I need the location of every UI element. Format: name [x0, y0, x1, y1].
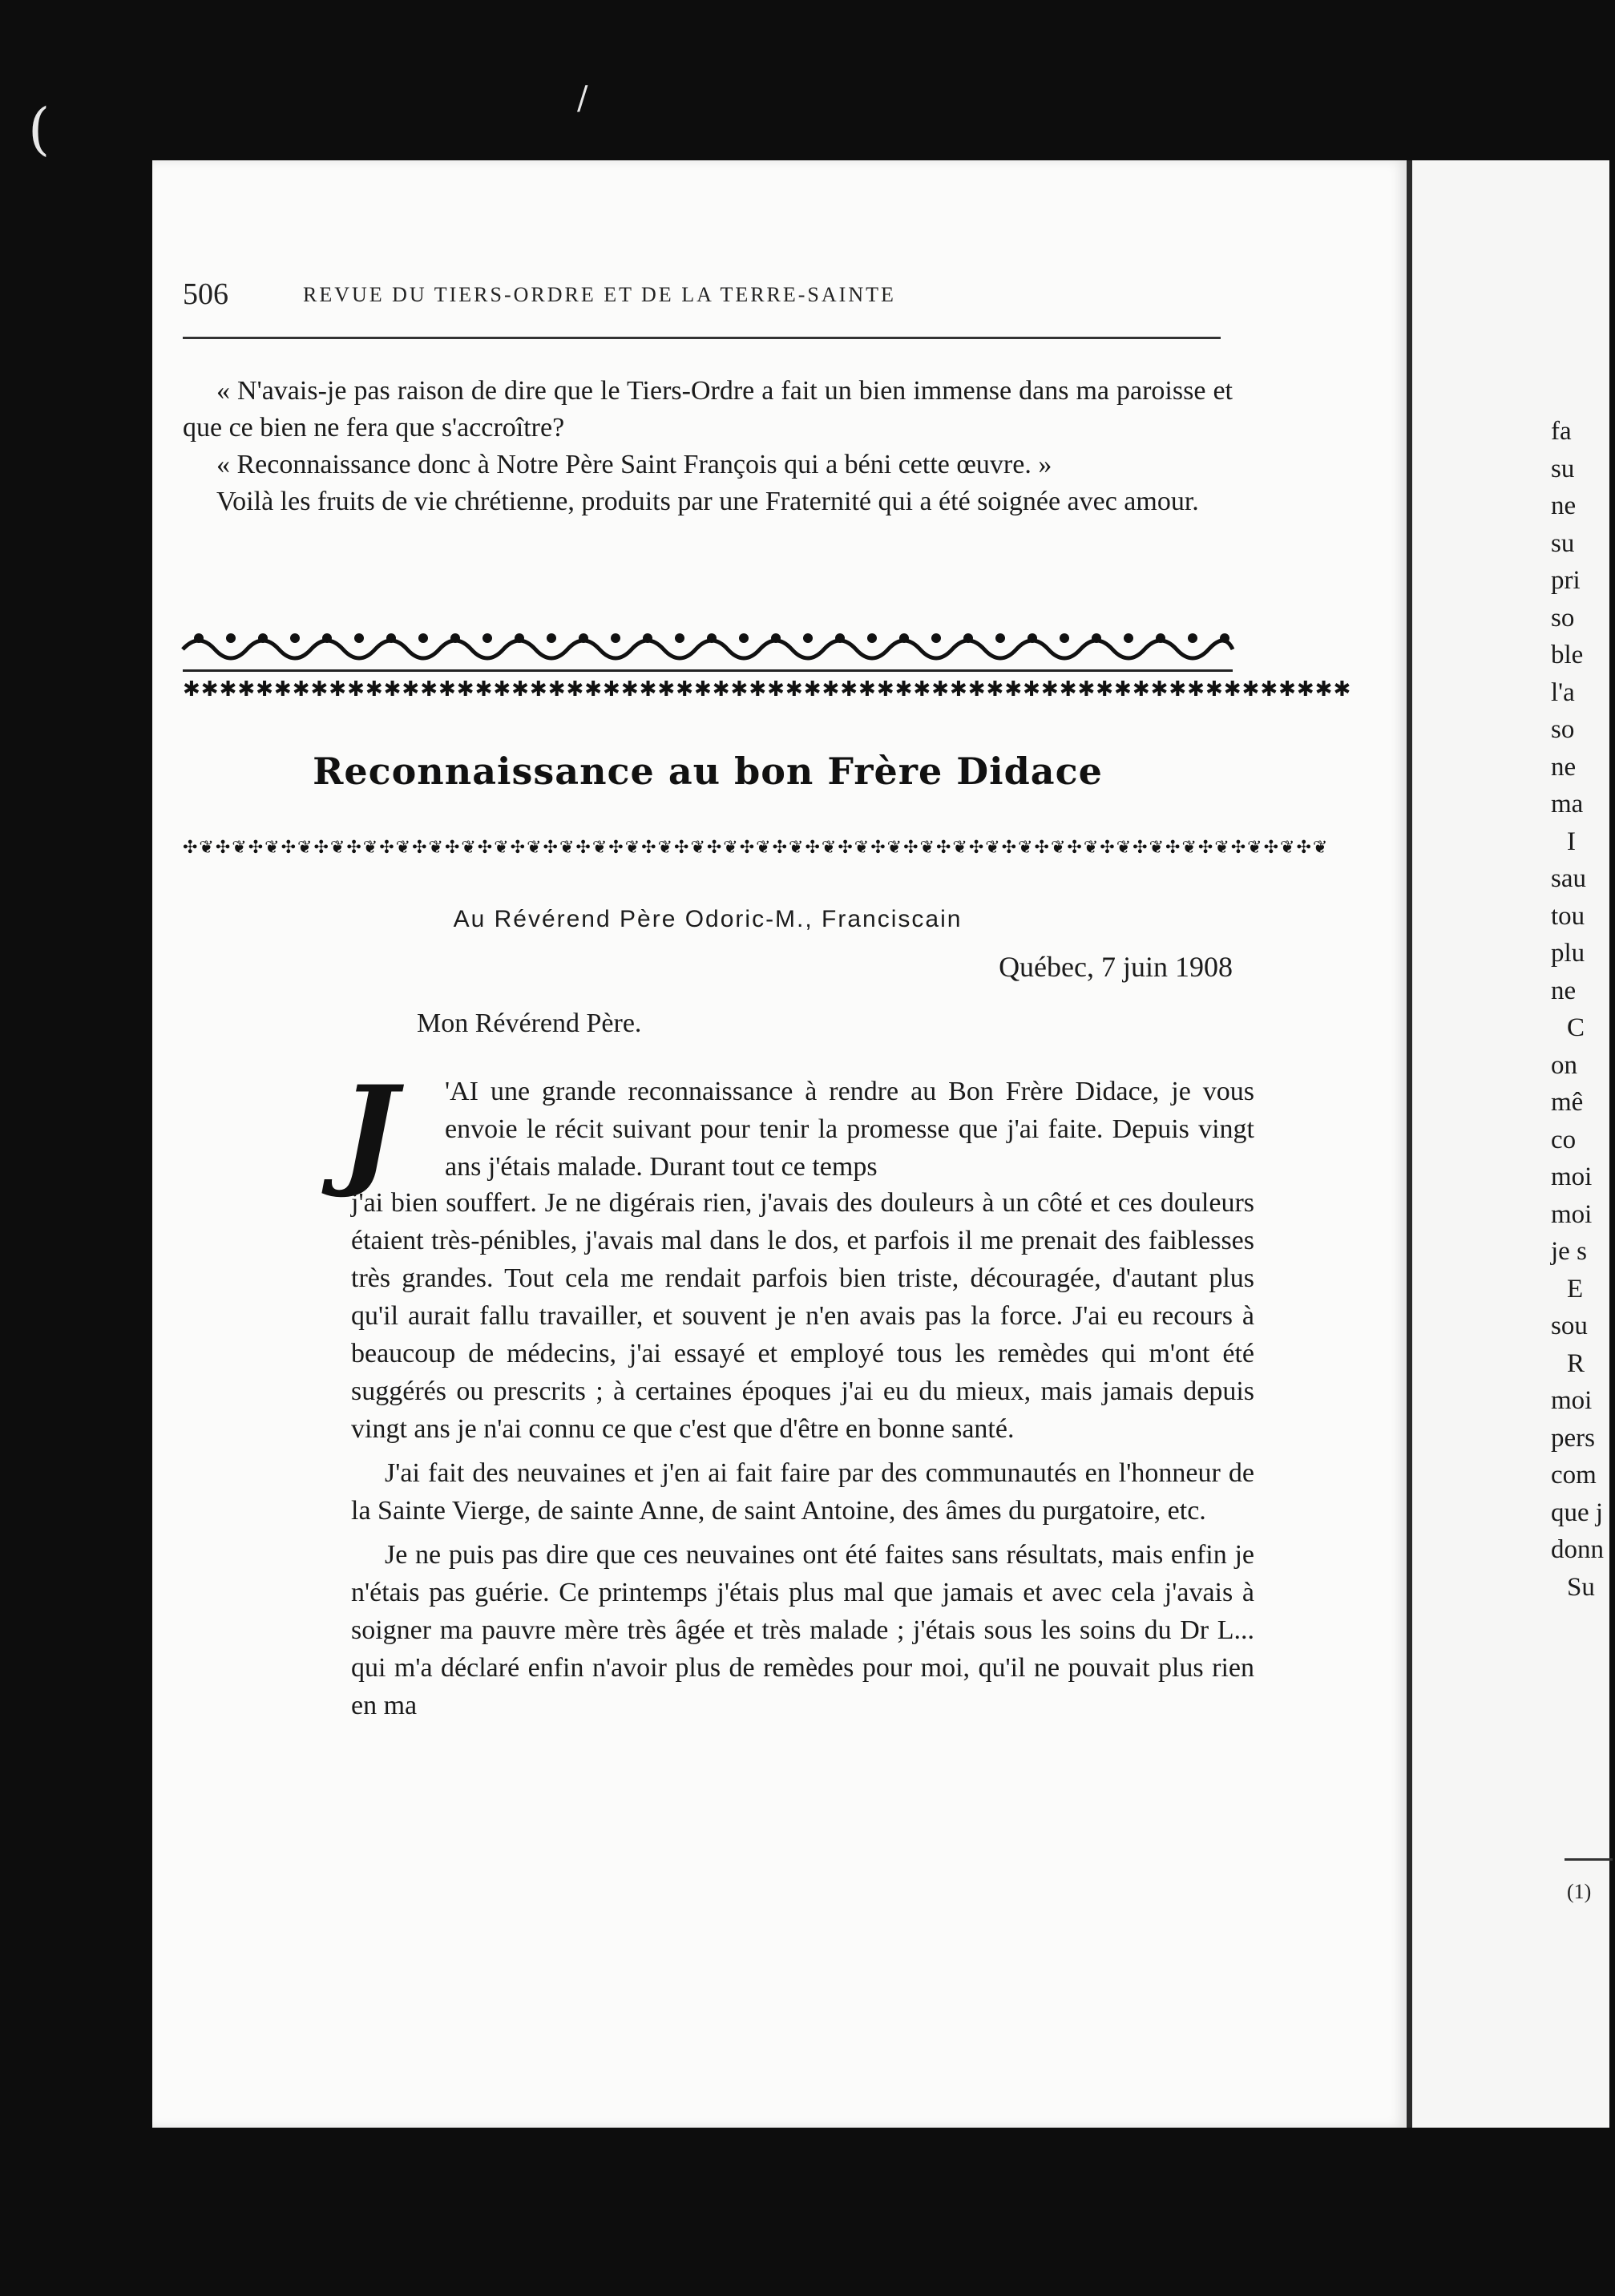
right-page-text: [1551, 413, 1615, 1606]
ornament-rule: [183, 669, 1233, 672]
running-head: [183, 277, 1225, 325]
right-line: ne: [1551, 976, 1577, 1005]
right-line: pers: [1551, 1423, 1595, 1453]
head-rule: [183, 337, 1221, 339]
intro-paragraph: Voilà les fruits de vie chrétienne, produits par une Fraternité qui a été soignée avec amour.: [216, 487, 1199, 516]
right-line: sau: [1551, 864, 1586, 893]
right-line: pri: [1551, 566, 1581, 595]
right-line: plu: [1551, 939, 1585, 968]
star-ornament-band: ✱✱✱✱✱✱✱✱✱✱✱✱✱✱✱✱✱✱✱✱✱✱✱✱✱✱✱✱✱✱✱✱✱✱✱✱✱✱✱✱✱✱✱✱✱✱✱✱✱✱✱✱✱✱✱✱✱✱✱✱✱✱✱✱: [183, 677, 1352, 701]
letter-opening: 'AI une grande reconnaissance à rendre au Bon Frère Didace, je vous envoie le récit suivant pour tenir la promesse que j'ai faite. Depuis vingt ans j'étais malade. Durant tout ce temps: [445, 1077, 1254, 1182]
right-line: je s: [1551, 1237, 1587, 1266]
right-line: ne: [1551, 752, 1577, 782]
right-line: ma: [1551, 790, 1584, 819]
right-line: su: [1551, 454, 1575, 483]
right-line: su: [1551, 528, 1575, 558]
addressee-line: Au Révérend Père Odoric-M., Franciscain: [453, 906, 963, 932]
dateline: Québec, 7 juin 1908: [999, 951, 1233, 983]
right-line: on: [1551, 1050, 1577, 1080]
right-line: C: [1567, 1013, 1585, 1042]
right-line: so: [1551, 603, 1575, 633]
article-title: Reconnaissance au bon Frère Didace: [313, 750, 1103, 793]
knot-ornament-band: ✣❦✣❦✣❦✣❦✣❦✣❦✣❦✣❦✣❦✣❦✣❦✣❦✣❦✣❦✣❦✣❦✣❦✣❦✣❦✣❦✣❦✣❦✣❦✣❦✣❦✣❦✣❦✣❦✣❦✣❦✣❦✣❦✣❦✣❦✣❦: [183, 838, 1330, 858]
right-footnote: (1): [1567, 1880, 1592, 1903]
right-line: com: [1551, 1461, 1597, 1490]
right-line: que j: [1551, 1498, 1604, 1527]
right-line: co: [1551, 1125, 1577, 1154]
right-line: E: [1567, 1274, 1584, 1304]
salutation: Mon Révérend Père.: [417, 1009, 642, 1038]
letter-paragraph: j'ai bien souffert. Je ne digérais rien, j'avais des douleurs à un côté et ces douleurs étaient très-pénibles, j'avais mal dans le dos, et parfois il me prenait des faiblesses très grandes. Tout cela me rendait parfois bien triste, découragée, d'autant plus qu'il aurait fallu travailler, et souvent je n'en avais pas la force. J'ai eu recours à beaucoup de médecins, j'ai essayé et employé tous les remèdes qui m'ont été suggérés ou prescrits ; à certaines époques j'ai eu du mieux, mais jamais depuis vingt ans je n'ai connu ce que c'est que d'être en bonne santé.: [351, 1188, 1254, 1444]
right-line: ne: [1551, 491, 1577, 520]
right-line: R: [1567, 1348, 1585, 1378]
right-line: moi: [1551, 1162, 1593, 1191]
right-line: ble: [1551, 641, 1584, 669]
page-number: 506: [183, 277, 228, 311]
right-line: moi: [1551, 1199, 1593, 1229]
right-line: moi: [1551, 1386, 1593, 1415]
right-line: fa: [1551, 417, 1572, 446]
letter-paragraph: Je ne puis pas dire que ces neuvaines ont été faites sans résultats, mais enfin je n'étais pas guérie. Ce printemps j'étais plus mal que jamais et avec cela j'avais à soigner ma pauvre mère très âgée et très malade ; j'étais sous les soins du Dr L... qui m'a déclaré enfin n'avoir plus de remèdes pour moi, qu'il ne pouvait plus rien en ma: [351, 1540, 1254, 1720]
drop-cap: J: [341, 1060, 398, 1201]
right-line: tou: [1551, 901, 1585, 931]
right-line: I: [1567, 827, 1576, 856]
intro-text: [183, 373, 1233, 520]
letter-paragraph: J'ai fait des neuvaines et j'en ai fait faire par des communautés en l'honneur de la Sainte Vierge, de sainte Anne, de saint Antoine, des âmes du purgatoire, etc.: [351, 1458, 1254, 1526]
intro-paragraph: « Reconnaissance donc à Notre Père Saint François qui a béni cette œuvre. »: [216, 450, 1052, 479]
journal-title: REVUE DU TIERS-ORDRE ET DE LA TERRE-SAINTE: [303, 283, 896, 306]
right-footnote-rule: [1565, 1858, 1613, 1861]
scan-mark-paren: (: [28, 96, 50, 162]
right-line: so: [1551, 715, 1575, 744]
scan-mark-stroke: /: [577, 80, 588, 117]
right-line: mê: [1551, 1088, 1584, 1117]
right-line: sou: [1551, 1312, 1588, 1340]
right-line: l'a: [1551, 677, 1575, 707]
right-line: donn: [1551, 1535, 1604, 1564]
intro-paragraph: « N'avais-je pas raison de dire que le Tiers-Ordre a fait un bien immense dans ma paroisse et que ce bien ne fera que s'accroître?: [183, 376, 1233, 443]
vine-ornament: [183, 625, 1233, 664]
letter-body: [351, 1184, 1254, 1724]
right-line: Su: [1567, 1572, 1595, 1602]
